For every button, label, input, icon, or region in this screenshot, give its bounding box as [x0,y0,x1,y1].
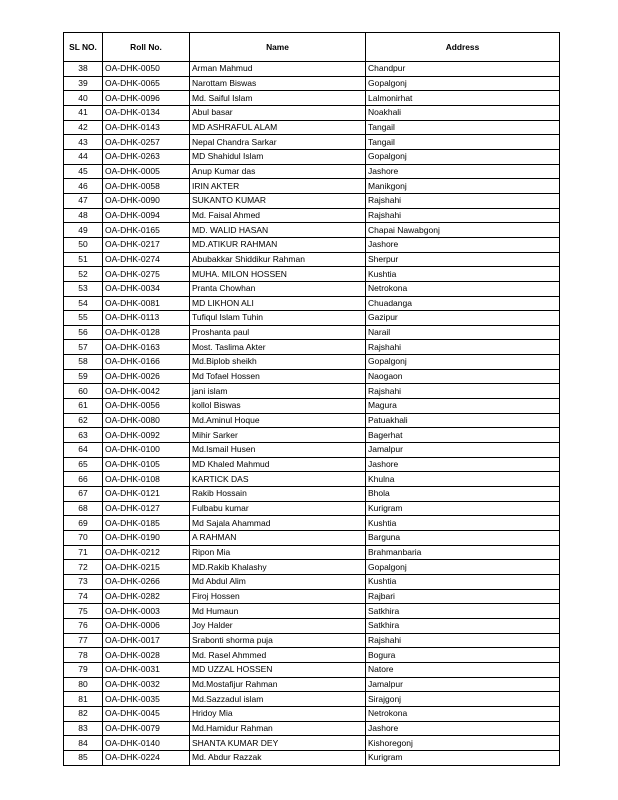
table-row [64,135,560,150]
cell-roll-no: OA-DHK-0079 [103,721,190,736]
cell-roll-no: OA-DHK-0140 [103,736,190,751]
cell-address: Kushtia [366,267,560,282]
cell-address: Jashore [366,164,560,179]
table-row [64,223,560,238]
cell-sl-no: 84 [64,736,103,751]
cell-address: Sherpur [366,252,560,267]
cell-address: Rajbari [366,589,560,604]
cell-sl-no: 59 [64,369,103,384]
cell-name: Proshanta paul [190,325,366,340]
cell-address: Gopalgonj [366,149,560,164]
header-sl-no: SL NO. [64,33,103,62]
cell-roll-no: OA-DHK-0026 [103,369,190,384]
cell-address: Gopalgonj [366,355,560,370]
table-row [64,706,560,721]
header-name: Name [190,33,366,62]
cell-name: Md.Mostafijur Rahman [190,677,366,692]
cell-address: Rajshahi [366,340,560,355]
cell-sl-no: 42 [64,120,103,135]
cell-address: Netrokona [366,706,560,721]
table-row [64,516,560,531]
cell-sl-no: 62 [64,413,103,428]
cell-sl-no: 72 [64,560,103,575]
cell-roll-no: OA-DHK-0028 [103,648,190,663]
table-row [64,149,560,164]
cell-sl-no: 74 [64,589,103,604]
cell-sl-no: 78 [64,648,103,663]
cell-roll-no: OA-DHK-0065 [103,76,190,91]
cell-address: Jashore [366,237,560,252]
cell-sl-no: 46 [64,179,103,194]
cell-sl-no: 40 [64,91,103,106]
table-row [64,750,560,765]
cell-name: MD.Rakib Khalashy [190,560,366,575]
cell-name: Anup Kumar das [190,164,366,179]
cell-sl-no: 81 [64,692,103,707]
cell-sl-no: 61 [64,399,103,414]
table-row [64,574,560,589]
table-row [64,487,560,502]
cell-sl-no: 79 [64,662,103,677]
cell-roll-no: OA-DHK-0034 [103,281,190,296]
cell-name: kollol Biswas [190,399,366,414]
cell-roll-no: OA-DHK-0080 [103,413,190,428]
cell-roll-no: OA-DHK-0042 [103,384,190,399]
table-row [64,369,560,384]
cell-name: Md Tofael Hossen [190,369,366,384]
cell-sl-no: 85 [64,750,103,765]
table-row [64,267,560,282]
table-row [64,164,560,179]
table-body [64,62,560,766]
cell-roll-no: OA-DHK-0121 [103,487,190,502]
cell-address: Jashore [366,457,560,472]
table-row [64,62,560,77]
cell-roll-no: OA-DHK-0031 [103,662,190,677]
cell-address: Kurigram [366,750,560,765]
table-row [64,91,560,106]
cell-roll-no: OA-DHK-0185 [103,516,190,531]
table-row [64,618,560,633]
table-row [64,281,560,296]
cell-sl-no: 82 [64,706,103,721]
cell-roll-no: OA-DHK-0224 [103,750,190,765]
table-row [64,413,560,428]
cell-name: Md.Sazzadul islam [190,692,366,707]
cell-sl-no: 64 [64,443,103,458]
cell-roll-no: OA-DHK-0212 [103,545,190,560]
table-header-row [64,33,560,62]
cell-name: MD.ATIKUR RAHMAN [190,237,366,252]
cell-sl-no: 69 [64,516,103,531]
cell-address: Tangail [366,135,560,150]
cell-roll-no: OA-DHK-0058 [103,179,190,194]
table-row [64,325,560,340]
table-row [64,531,560,546]
cell-name: Abul basar [190,105,366,120]
table-row [64,721,560,736]
cell-roll-no: OA-DHK-0032 [103,677,190,692]
header-roll-no: Roll No. [103,33,190,62]
cell-sl-no: 65 [64,457,103,472]
header-address: Address [366,33,560,62]
cell-sl-no: 38 [64,62,103,77]
table-row [64,545,560,560]
table-row [64,633,560,648]
cell-address: Rajshahi [366,384,560,399]
cell-sl-no: 63 [64,428,103,443]
cell-name: Md Abdul Alim [190,574,366,589]
cell-roll-no: OA-DHK-0100 [103,443,190,458]
table-row [64,648,560,663]
cell-name: IRIN AKTER [190,179,366,194]
cell-address: Manikgonj [366,179,560,194]
cell-roll-no: OA-DHK-0163 [103,340,190,355]
cell-address: Kushtia [366,516,560,531]
cell-name: MD UZZAL HOSSEN [190,662,366,677]
cell-sl-no: 44 [64,149,103,164]
cell-sl-no: 57 [64,340,103,355]
cell-sl-no: 39 [64,76,103,91]
cell-roll-no: OA-DHK-0005 [103,164,190,179]
table-row [64,472,560,487]
cell-sl-no: 76 [64,618,103,633]
cell-address: Sirajgonj [366,692,560,707]
cell-roll-no: OA-DHK-0094 [103,208,190,223]
cell-name: MD. WALID HASAN [190,223,366,238]
cell-roll-no: OA-DHK-0108 [103,472,190,487]
cell-name: Md. Saiful Islam [190,91,366,106]
candidate-table [63,32,560,766]
cell-name: Most. Taslima Akter [190,340,366,355]
table-row [64,76,560,91]
cell-roll-no: OA-DHK-0006 [103,618,190,633]
cell-address: Jamalpur [366,443,560,458]
cell-sl-no: 45 [64,164,103,179]
cell-address: Natore [366,662,560,677]
cell-roll-no: OA-DHK-0017 [103,633,190,648]
cell-sl-no: 80 [64,677,103,692]
cell-name: Joy Halder [190,618,366,633]
cell-name: jani islam [190,384,366,399]
table-row [64,340,560,355]
cell-sl-no: 55 [64,311,103,326]
table-row [64,662,560,677]
cell-sl-no: 43 [64,135,103,150]
cell-sl-no: 67 [64,487,103,502]
cell-address: Narail [366,325,560,340]
cell-name: Md.Biplob sheikh [190,355,366,370]
table-row [64,311,560,326]
cell-address: Rajshahi [366,208,560,223]
cell-roll-no: OA-DHK-0282 [103,589,190,604]
cell-sl-no: 47 [64,193,103,208]
cell-sl-no: 73 [64,574,103,589]
cell-address: Gopalgonj [366,560,560,575]
table-row [64,384,560,399]
cell-address: Lalmonirhat [366,91,560,106]
cell-sl-no: 71 [64,545,103,560]
cell-name: Md. Abdur Razzak [190,750,366,765]
cell-sl-no: 48 [64,208,103,223]
cell-address: Satkhira [366,604,560,619]
cell-roll-no: OA-DHK-0165 [103,223,190,238]
cell-roll-no: OA-DHK-0263 [103,149,190,164]
table-row [64,252,560,267]
cell-address: Jashore [366,721,560,736]
cell-roll-no: OA-DHK-0127 [103,501,190,516]
table-row [64,193,560,208]
cell-address: Brahmanbaria [366,545,560,560]
cell-name: Arman Mahmud [190,62,366,77]
cell-roll-no: OA-DHK-0096 [103,91,190,106]
cell-roll-no: OA-DHK-0274 [103,252,190,267]
cell-name: Tufiqul Islam Tuhin [190,311,366,326]
cell-sl-no: 50 [64,237,103,252]
cell-address: Khulna [366,472,560,487]
cell-roll-no: OA-DHK-0266 [103,574,190,589]
cell-sl-no: 68 [64,501,103,516]
cell-name: SHANTA KUMAR DEY [190,736,366,751]
cell-address: Chuadanga [366,296,560,311]
cell-sl-no: 52 [64,267,103,282]
cell-address: Satkhira [366,618,560,633]
cell-name: Rakib Hossain [190,487,366,502]
cell-address: Magura [366,399,560,414]
cell-roll-no: OA-DHK-0166 [103,355,190,370]
cell-name: Md.Hamidur Rahman [190,721,366,736]
table-row [64,501,560,516]
table-row [64,355,560,370]
cell-name: MD Shahidul Islam [190,149,366,164]
cell-roll-no: OA-DHK-0257 [103,135,190,150]
cell-roll-no: OA-DHK-0050 [103,62,190,77]
cell-address: Bogura [366,648,560,663]
cell-name: SUKANTO KUMAR [190,193,366,208]
cell-address: Gopalgonj [366,76,560,91]
cell-address: Chandpur [366,62,560,77]
cell-sl-no: 75 [64,604,103,619]
cell-roll-no: OA-DHK-0215 [103,560,190,575]
cell-address: Barguna [366,531,560,546]
cell-roll-no: OA-DHK-0056 [103,399,190,414]
cell-sl-no: 53 [64,281,103,296]
cell-name: Pranta Chowhan [190,281,366,296]
cell-address: Chapai Nawabgonj [366,223,560,238]
table-row [64,692,560,707]
table-row [64,296,560,311]
cell-roll-no: OA-DHK-0003 [103,604,190,619]
cell-address: Bagerhat [366,428,560,443]
table-row [64,457,560,472]
cell-name: Ripon Mia [190,545,366,560]
cell-name: Md. Rasel Ahmmed [190,648,366,663]
table-row [64,237,560,252]
cell-address: Rajshahi [366,633,560,648]
cell-roll-no: OA-DHK-0092 [103,428,190,443]
table-row [64,443,560,458]
cell-name: Mihir Sarker [190,428,366,443]
cell-sl-no: 58 [64,355,103,370]
table-row [64,560,560,575]
table-row [64,589,560,604]
cell-sl-no: 56 [64,325,103,340]
cell-sl-no: 77 [64,633,103,648]
cell-name: Srabonti shorma puja [190,633,366,648]
cell-address: Naogaon [366,369,560,384]
cell-address: Bhola [366,487,560,502]
cell-name: Md Humaun [190,604,366,619]
cell-roll-no: OA-DHK-0081 [103,296,190,311]
cell-roll-no: OA-DHK-0045 [103,706,190,721]
cell-name: Md Sajala Ahammad [190,516,366,531]
cell-address: Jamalpur [366,677,560,692]
cell-sl-no: 51 [64,252,103,267]
cell-name: Md. Faisal Ahmed [190,208,366,223]
cell-name: MD LIKHON ALI [190,296,366,311]
cell-roll-no: OA-DHK-0128 [103,325,190,340]
cell-roll-no: OA-DHK-0035 [103,692,190,707]
cell-sl-no: 66 [64,472,103,487]
table-row [64,736,560,751]
table-row [64,428,560,443]
cell-sl-no: 49 [64,223,103,238]
cell-address: Tangail [366,120,560,135]
cell-name: MUHA. MILON HOSSEN [190,267,366,282]
cell-sl-no: 83 [64,721,103,736]
cell-name: KARTICK DAS [190,472,366,487]
table-row [64,208,560,223]
cell-roll-no: OA-DHK-0275 [103,267,190,282]
table-row [64,120,560,135]
cell-name: Md.Aminul Hoque [190,413,366,428]
cell-roll-no: OA-DHK-0143 [103,120,190,135]
cell-name: MD Khaled Mahmud [190,457,366,472]
cell-address: Noakhali [366,105,560,120]
cell-name: Abubakkar Shiddikur Rahman [190,252,366,267]
cell-address: Kushtia [366,574,560,589]
cell-name: Md.Ismail Husen [190,443,366,458]
cell-name: Firoj Hossen [190,589,366,604]
cell-address: Kishoregonj [366,736,560,751]
cell-sl-no: 60 [64,384,103,399]
cell-name: Narottam Biswas [190,76,366,91]
table-row [64,399,560,414]
cell-address: Kurigram [366,501,560,516]
cell-sl-no: 41 [64,105,103,120]
cell-roll-no: OA-DHK-0217 [103,237,190,252]
cell-address: Patuakhali [366,413,560,428]
cell-name: MD ASHRAFUL ALAM [190,120,366,135]
table-row [64,677,560,692]
cell-address: Rajshahi [366,193,560,208]
cell-name: A RAHMAN [190,531,366,546]
document-page [63,32,560,766]
table-row [64,604,560,619]
cell-roll-no: OA-DHK-0113 [103,311,190,326]
cell-name: Nepal Chandra Sarkar [190,135,366,150]
cell-sl-no: 70 [64,531,103,546]
cell-roll-no: OA-DHK-0105 [103,457,190,472]
cell-roll-no: OA-DHK-0090 [103,193,190,208]
cell-name: Hridoy Mia [190,706,366,721]
cell-name: Fulbabu kumar [190,501,366,516]
cell-roll-no: OA-DHK-0134 [103,105,190,120]
table-row [64,179,560,194]
cell-address: Gazipur [366,311,560,326]
cell-sl-no: 54 [64,296,103,311]
cell-roll-no: OA-DHK-0190 [103,531,190,546]
cell-address: Netrokona [366,281,560,296]
table-row [64,105,560,120]
